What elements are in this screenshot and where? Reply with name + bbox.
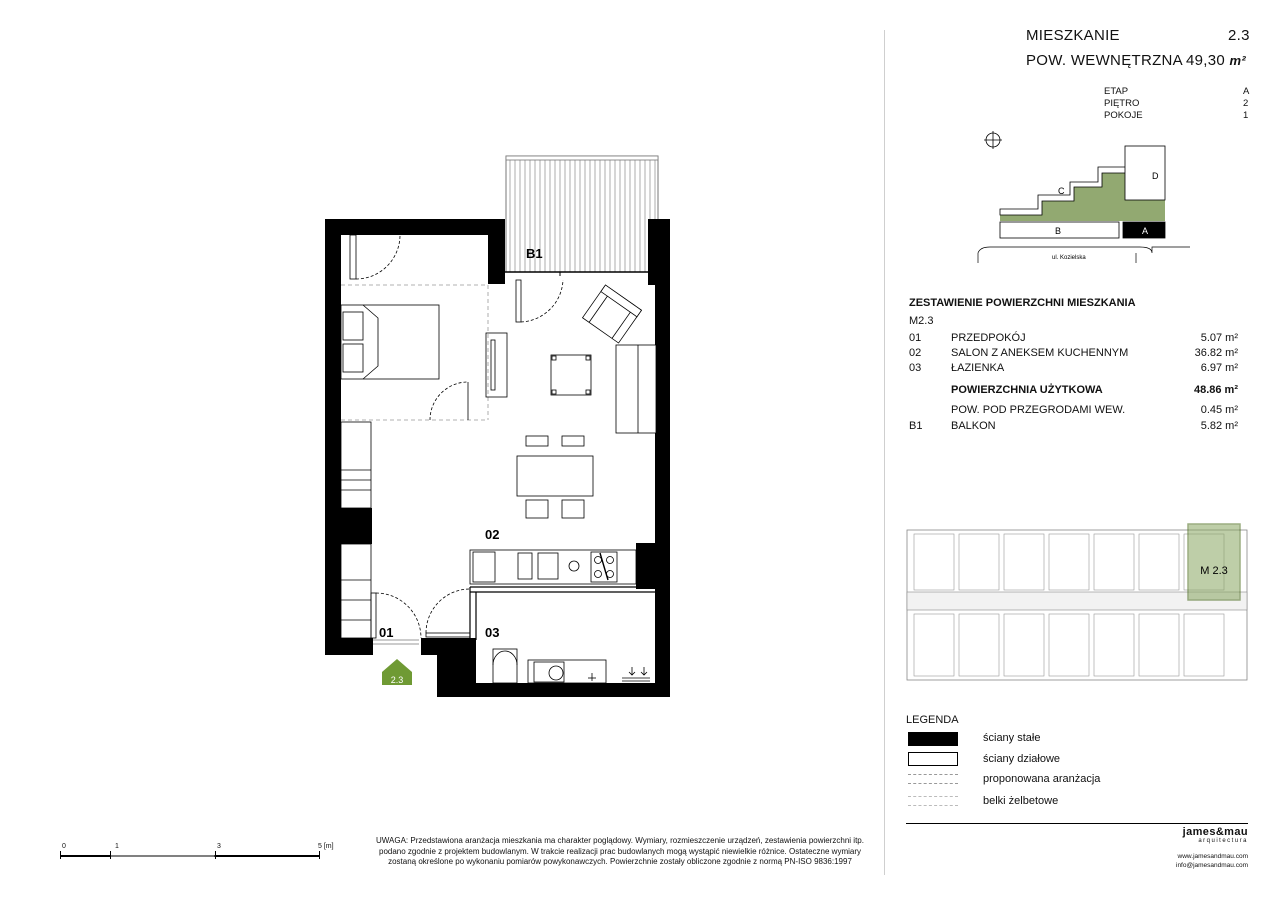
entrance-label: 2.3 — [390, 675, 404, 685]
site-plan — [960, 125, 1210, 275]
building-b: B — [1055, 226, 1062, 236]
scale-tick-3: 3 — [217, 843, 221, 850]
armchair — [583, 285, 642, 343]
detail-floor-value: 2 — [1243, 98, 1249, 109]
usable-area-value: 48.86 m² — [1193, 384, 1238, 396]
legend-label: ściany działowe — [983, 753, 1061, 765]
scale-tick-0: 0 — [62, 843, 66, 850]
usable-area-label: POWIERZCHNIA UŻYTKOWA — [951, 384, 1103, 396]
room-label-b1: B1 — [526, 246, 543, 261]
legend-swatch-partition — [908, 752, 958, 766]
area-table-subtitle: M2.3 — [909, 315, 934, 327]
apartment-label: MIESZKANIE — [1026, 27, 1120, 44]
area-row-value: 6.97 m² — [1200, 362, 1238, 374]
note-line: zostaną określone po wykonaniu pomiarów powykonawczych. Powierzchnie zostały obliczone zgodnie z normą PN-ISO 9836:1997 — [388, 857, 852, 866]
detail-etap-label: ETAP — [1104, 86, 1129, 97]
detail-etap-value: A — [1243, 86, 1250, 97]
kitchen-unit — [470, 550, 636, 584]
brand-website[interactable]: www.jamesandmau.com — [1177, 853, 1248, 860]
area-row-value: 36.82 m² — [1194, 347, 1238, 359]
area-row-no: 02 — [909, 347, 922, 359]
area-number: 49,30 — [1186, 52, 1226, 69]
scale-bar — [60, 843, 334, 863]
bed — [341, 305, 439, 379]
scale-tick-5: 5 [m] — [318, 843, 334, 850]
logo-text: james&mau — [1182, 826, 1248, 838]
legend-swatch-solid — [908, 732, 958, 746]
vertical-divider — [884, 30, 885, 875]
balcony-label: BALKON — [951, 420, 996, 432]
area-row-no: 01 — [909, 332, 922, 344]
key-plan — [906, 520, 1248, 682]
compass-icon — [984, 131, 1002, 149]
building-c: C — [1058, 186, 1065, 196]
coffee-table — [551, 355, 591, 395]
detail-rooms-label: POKOJE — [1104, 110, 1143, 121]
partitions-value: 0.45 m² — [1200, 404, 1238, 416]
area-row-no: 03 — [909, 362, 922, 374]
note-line: podano zgodnie z projektem budowlanym. W trakcie realizacji prac budowlanych mogą wystąpić niewielkie różnice. Ostateczne wymiary — [379, 846, 861, 856]
key-plan-unit-label: M 2.3 — [1200, 565, 1228, 577]
legend-swatch-dashed — [908, 774, 958, 784]
legend-title: LEGENDA — [906, 714, 959, 726]
area-table-title: ZESTAWIENIE POWIERZCHNI MIESZKANIA — [909, 297, 1136, 309]
area-unit: m² — [1229, 53, 1247, 68]
building-d: D — [1152, 171, 1159, 181]
tv-unit — [486, 333, 507, 397]
street-label: ul. Kozielska — [1052, 255, 1086, 261]
room-label-01: 01 — [379, 625, 394, 640]
room-label-03: 03 — [485, 625, 500, 640]
partitions-label: POW. POD PRZEGRODAMI WEW. — [951, 404, 1126, 416]
sofa — [616, 345, 656, 433]
bathroom-fixtures — [493, 649, 650, 683]
area-row-name: PRZEDPOKÓJ — [951, 332, 1026, 344]
brand-email[interactable]: info@jamesandmau.com — [1176, 862, 1248, 869]
area-row-name: SALON Z ANEKSEM KUCHENNYM — [951, 347, 1129, 359]
entrance-marker — [382, 659, 412, 685]
building-a: A — [1142, 226, 1149, 236]
footer-divider — [906, 823, 1248, 824]
legend-swatch-beams — [908, 796, 958, 806]
apartment-number: 2.3 — [1228, 27, 1250, 44]
legend-label: ściany stałe — [983, 732, 1041, 744]
area-row-value: 5.07 m² — [1200, 332, 1238, 344]
note-line: UWAGA: Przedstawiona aranżacja mieszkania ma charakter poglądowy. Wymiary, rozmieszczenie urządzeń, zestawienia powierzchni itp. — [376, 836, 864, 845]
area-row-name: ŁAZIENKA — [951, 362, 1005, 374]
area-label: POW. WEWNĘTRZNA — [1026, 52, 1183, 69]
room-label-02: 02 — [485, 527, 500, 542]
legend-label: proponowana aranżacja — [983, 773, 1101, 785]
dining-table — [517, 436, 593, 518]
detail-floor-label: PIĘTRO — [1104, 98, 1140, 109]
balcony-value: 5.82 m² — [1200, 420, 1238, 432]
brand-logo — [1150, 826, 1248, 844]
logo-subtext: arquitectura — [1198, 838, 1248, 844]
legend-label: belki żelbetowe — [983, 795, 1059, 807]
detail-rooms-value: 1 — [1243, 110, 1249, 121]
disclaimer-note — [360, 836, 880, 868]
balcony-no: B1 — [909, 420, 923, 432]
scale-tick-1: 1 — [115, 843, 119, 850]
area-value — [1186, 52, 1246, 69]
